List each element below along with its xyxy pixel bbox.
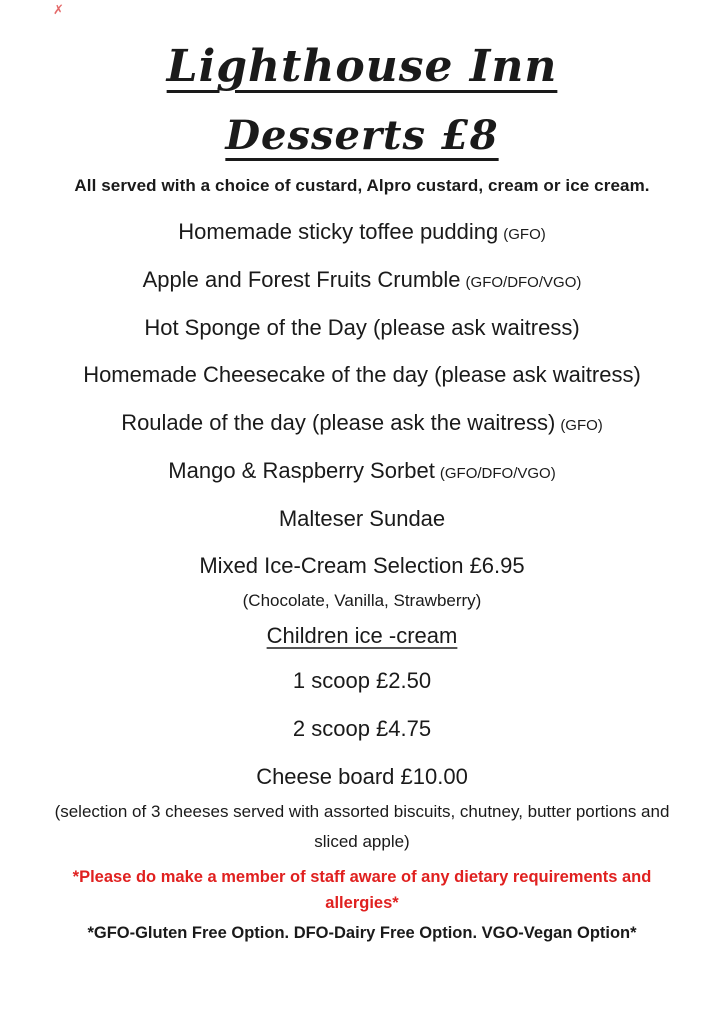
children-item-one-scoop: 1 scoop £2.50 (292, 668, 432, 694)
item-name: Malteser Sundae (278, 505, 446, 531)
children-ice-cream-heading: Children ice -cream (266, 622, 458, 648)
serving-options-note: All served with a choice of custard, Alpro custard, cream or ice cream. (74, 175, 650, 195)
item-name: Apple and Forest Fruits Crumble (142, 267, 461, 293)
menu-item-sticky-toffee-pudding (0, 217, 724, 247)
dietary-note: (GFO/DFO/VGO) (465, 274, 582, 292)
menu-item-roulade (0, 408, 724, 438)
dietary-legend: *GFO-Gluten Free Option. DFO-Dairy Free Option. VGO-Vegan Option* (87, 924, 637, 943)
item-name: Roulade of the day (please ask the waitress) (121, 410, 556, 436)
dietary-note: (GFO/DFO/VGO) (439, 464, 556, 482)
menu-item-fruits-crumble (0, 265, 724, 295)
menu-section-title: Desserts £8 (225, 111, 499, 159)
menu-item-sorbet (0, 456, 724, 486)
cheese-board-description: (selection of 3 cheeses served with assorted biscuits, chutney, butter portions and sliced apple) (54, 802, 670, 852)
menu-item-mixed-ice-cream (0, 551, 724, 581)
item-name: Homemade Cheesecake of the day (please ask waitress) (83, 362, 641, 388)
menu-item-malteser-sundae (0, 504, 724, 534)
menu-item-hot-sponge (0, 313, 724, 343)
menu-item-cheesecake (0, 360, 724, 390)
item-name: Mixed Ice-Cream Selection £6.95 (199, 553, 525, 579)
item-name: Mango & Raspberry Sorbet (168, 457, 435, 483)
dietary-note: (GFO) (503, 226, 546, 244)
red-x-mark-icon: ✗ (53, 2, 64, 17)
allergy-notice: *Please do make a member of staff aware of any dietary requirements and allergies* (72, 867, 652, 912)
item-name: Hot Sponge of the Day (please ask waitress) (144, 314, 580, 340)
ice-cream-flavours: (Chocolate, Vanilla, Strawberry) (242, 590, 482, 610)
children-item-two-scoop: 2 scoop £4.75 (292, 716, 432, 742)
restaurant-title: Lighthouse Inn (166, 41, 558, 92)
item-name: Homemade sticky toffee pudding (178, 219, 499, 245)
dietary-note: (GFO) (560, 417, 603, 435)
cheese-board-item: Cheese board £10.00 (256, 763, 468, 789)
